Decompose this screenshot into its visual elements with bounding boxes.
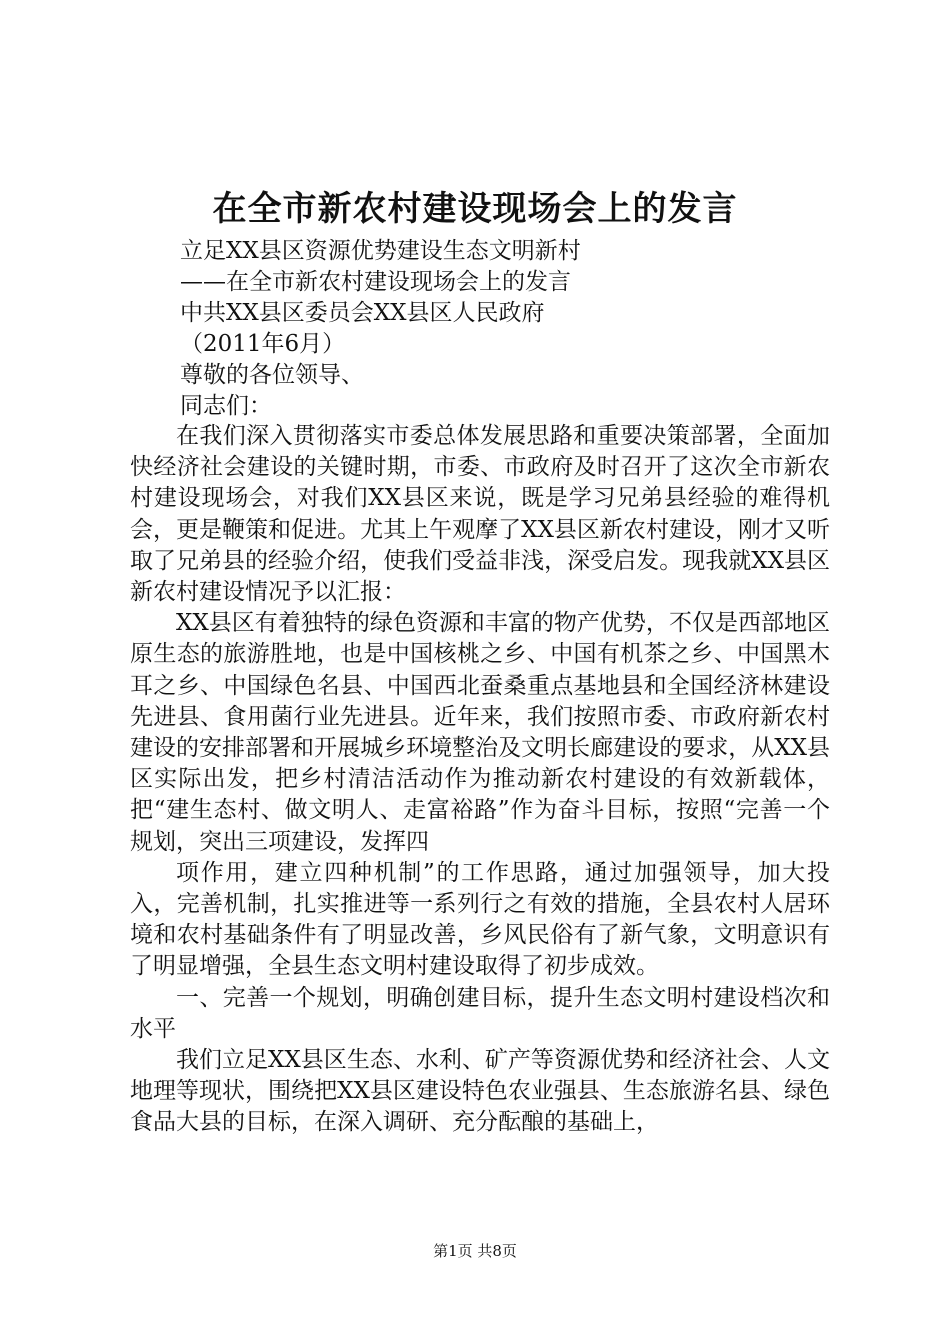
author-line: 中共XX县区委员会XX县区人民政府 (180, 300, 545, 326)
document-title: 在全市新农村建设现场会上的发言 (212, 189, 738, 229)
body-paragraph-2: XX县区有着独特的绿色资源和丰富的物产优势，不仅是西部地区原生态的旅游胜地，也是中国核桃之乡、中国有机茶之乡、中国黑木耳之乡、中国绿色名县、中国西北蚕桑重点基地县和全国经济林建设先进县、食用菌行业先进县。近年来，我们按照市委、市政府新农村建设的安排部署和开展城乡环境整治及文明长廊建设的要求，从XX县区实际出发，把乡村清洁活动作为推动新农村建设的有效新载体，把“建生态村、做文明人、走富裕路”作为奋斗目标，按照“完善一个规划，突出三项建设，发挥四 (130, 610, 830, 855)
date-line: （2011年6月） (180, 331, 346, 357)
section-heading-1: 一、完善一个规划，明确创建目标，提升生态文明村建设档次和水平 (130, 984, 830, 1042)
document-body (130, 421, 830, 1139)
body-paragraph-4: 我们立足XX县区生态、水利、矿产等资源优势和经济社会、人文地理等现状，围绕把XX县区建设特色农业强县、生态旅游名县、绿色食品大县的目标，在深入调研、充分酝酿的基础上， (130, 1047, 830, 1136)
body-paragraph-1: 在我们深入贯彻落实市委总体发展思路和重要决策部署，全面加快经济社会建设的关键时期，市委、市政府及时召开了这次全市新农村建设现场会，对我们XX县区来说，既是学习兄弟县经验的难得机会，更是鞭策和促进。尤其上午观摩了XX县区新农村建设，刚才又听取了兄弟县的经验介绍，使我们受益非浅，深受启发。现我就XX县区新农村建设情况予以汇报： (130, 423, 830, 606)
document-header (180, 236, 860, 422)
page-number-footer: 第1页 共8页 (433, 1242, 517, 1260)
subtitle-dash-line: ——在全市新农村建设现场会上的发言 (180, 269, 571, 295)
subtitle: 立足XX县区资源优势建设生态文明新村 (180, 238, 581, 264)
salutation-line-2: 同志们： (180, 393, 272, 419)
salutation-line-1: 尊敬的各位领导、 (180, 362, 364, 388)
body-paragraph-3: 项作用，建立四种机制”的工作思路，通过加强领导，加大投入，完善机制，扎实推进等一系列行之有效的措施，全县农村人居环境和农村基础条件有了明显改善，乡风民俗有了新气象，文明意识有了明显增强，全县生态文明村建设取得了初步成效。 (130, 859, 830, 980)
